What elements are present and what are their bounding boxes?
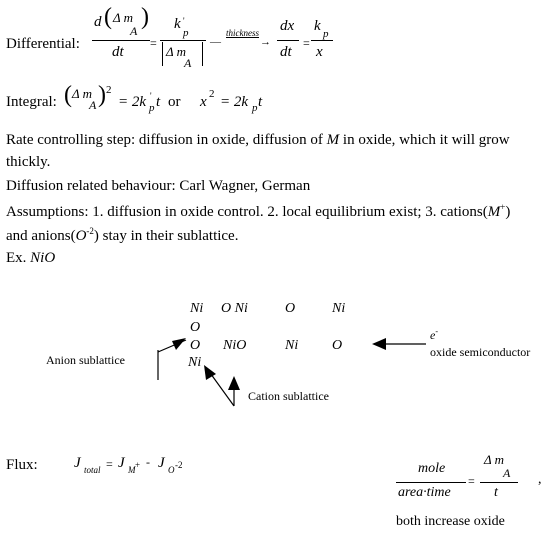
diff-dx: dx <box>280 18 295 34</box>
diff-thickness: thickness <box>226 28 259 38</box>
flux-M-sup: + <box>135 460 141 470</box>
flux-t: t <box>494 485 498 500</box>
assumption-line-1: Assumptions: 1. diffusion in oxide control. 2. local equilibrium exist; 3. cations(M+) <box>6 202 511 220</box>
example-line: Ex. NiO <box>6 250 56 266</box>
flux-fraction-bar <box>396 482 466 483</box>
int-delta-m: Δ m <box>72 86 93 101</box>
diff-arrow: → <box>260 36 271 48</box>
lattice-r3-0: O <box>190 338 201 353</box>
rate-M: M <box>326 132 340 148</box>
diff-dt: dt <box>112 44 124 60</box>
diff-eq: = <box>150 36 157 50</box>
flux-increase-note: both increase oxide <box>396 514 505 529</box>
flux-eq: = <box>106 457 113 471</box>
anion-sublattice-label: Anion sublattice <box>46 353 125 367</box>
lattice-r1-3: Ni <box>332 301 346 316</box>
int-t: t <box>156 94 161 110</box>
diff-kp: k <box>174 16 181 32</box>
int-p-sub-2: p <box>252 102 258 114</box>
diff-kp-sub: p <box>183 27 189 39</box>
diff-kp-2: k <box>314 18 321 34</box>
int-x: x <box>200 94 207 110</box>
diff-rparen: ) <box>141 4 149 30</box>
int-A: A <box>89 98 97 112</box>
diff-delta-m-2: Δ m <box>166 44 187 59</box>
int-rparen: ) <box>98 82 106 108</box>
int-exp-2: 2 <box>209 88 215 100</box>
flux-J-O: J <box>158 455 165 471</box>
int-p-sub: p <box>149 102 155 114</box>
integral-label: Integral: <box>6 94 57 110</box>
cation-sublattice-label: Cation sublattice <box>248 389 329 403</box>
anion-arrow-head <box>172 338 186 350</box>
int-exp: 2 <box>106 84 112 96</box>
diff-kp-sub-2: p <box>323 28 329 40</box>
flux-J-total: J <box>74 455 81 471</box>
flux-O-sup: -2 <box>175 460 183 470</box>
flux-comma: , <box>538 472 542 487</box>
flux-mole: mole <box>418 461 446 476</box>
oxide-semiconductor-label: oxide semiconductor <box>430 345 531 359</box>
diff-A: A <box>130 24 138 38</box>
diff-A-2: A <box>184 56 192 70</box>
rate-line-2: thickly. <box>6 154 51 170</box>
diff-kp-prime: ' <box>183 16 185 26</box>
differential-label: Differential: <box>6 36 80 52</box>
int-or: or <box>168 94 181 110</box>
flux-total-sub: total <box>84 465 101 475</box>
flux-O-sub: O <box>168 465 175 475</box>
flux-eq-2: = <box>468 474 475 488</box>
cation-arrow-head-2 <box>228 376 240 390</box>
lattice-r1-1: O Ni <box>221 301 248 316</box>
flux-area-time: area·time <box>398 485 451 500</box>
lattice-r4-0: Ni <box>188 355 202 370</box>
lattice-r3-3: O <box>332 338 343 353</box>
int-lparen: ( <box>64 82 72 108</box>
diff-eq-2: = <box>303 36 310 50</box>
diff-x: x <box>316 44 323 60</box>
flux-A: A <box>503 466 511 480</box>
lattice-r1-2: O <box>285 301 296 316</box>
flux-J-M: J <box>118 455 125 471</box>
assumption-line-2: and $anions(O^{-2})$ stay in their sublattice. <box>6 226 239 244</box>
lattice-r3-1: NiO <box>223 338 247 353</box>
diff-lparen: ( <box>104 4 112 30</box>
rate-line-1: Rate controlling step: diffusion in oxide, diffusion of M in oxide, which it will grow <box>6 132 510 148</box>
lattice-r2-0: O <box>190 320 201 335</box>
int-t-2: t <box>258 94 263 110</box>
lattice-r1-0: Ni <box>190 301 204 316</box>
int-rhs1: = 2k <box>118 94 147 110</box>
lattice-r3-2: Ni <box>285 338 299 353</box>
flux-fraction-bar-2 <box>480 482 518 483</box>
electron-label: e- <box>430 327 438 342</box>
diff-dt-2: dt <box>280 44 292 60</box>
int-prime: ' <box>150 91 152 101</box>
flux-delta-m: Δ m <box>484 452 505 467</box>
diff-minus: — <box>210 36 221 48</box>
diff-delta-m: Δ m <box>113 10 134 25</box>
flux-minus: - <box>146 455 150 469</box>
flux-M-sub: M <box>128 465 136 475</box>
electron-arrow-head <box>372 338 386 350</box>
diffusion-line: Diffusion related behaviour: Carl Wagner, German <box>6 178 311 194</box>
diff-d: d <box>94 14 102 30</box>
int-rhs2: = 2k <box>220 94 249 110</box>
flux-label: Flux: <box>6 457 38 473</box>
